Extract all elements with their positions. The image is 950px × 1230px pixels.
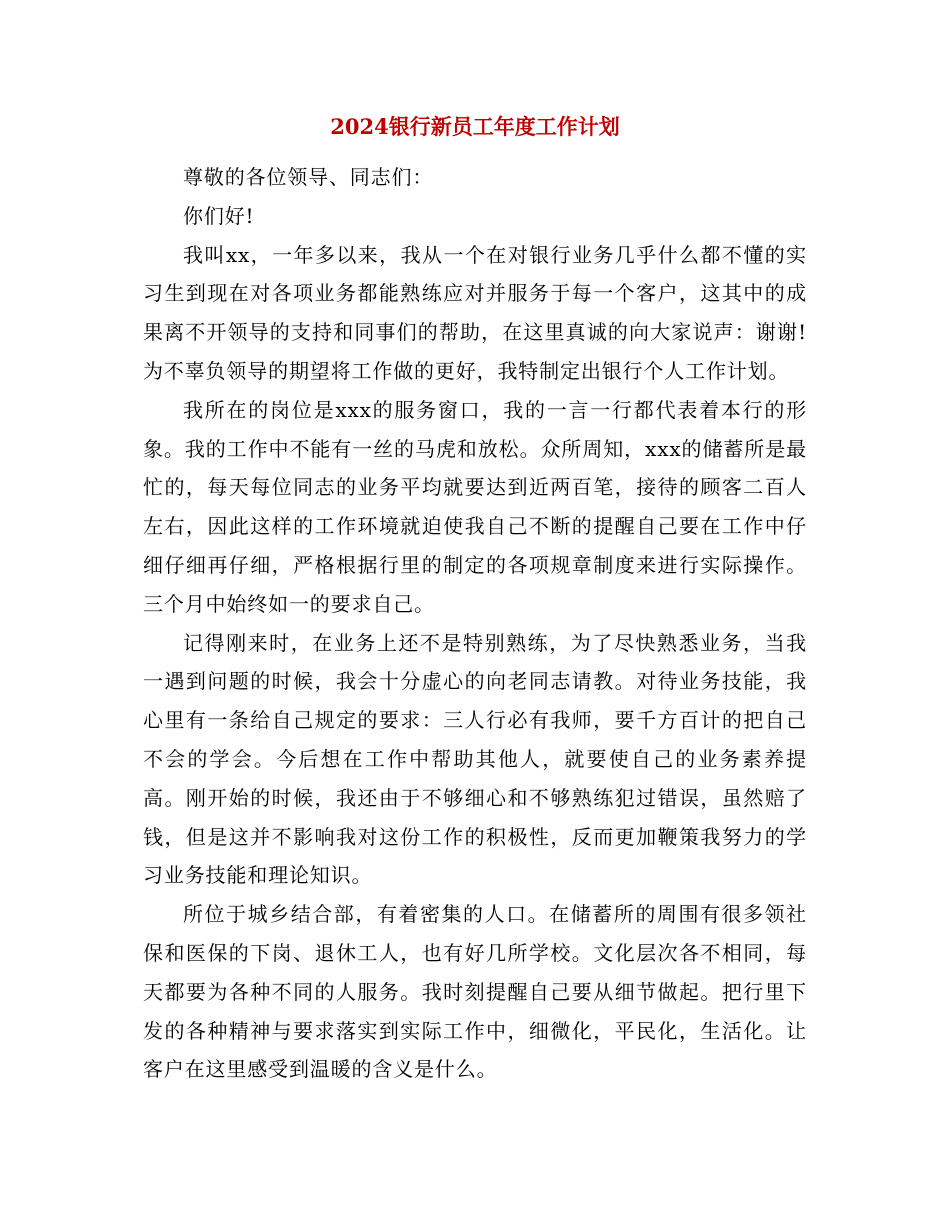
salutation-paragraph: 尊敬的各位领导、同志们： xyxy=(183,165,434,189)
document-title: 2024银行新员工年度工作计划 xyxy=(330,114,620,139)
body-paragraph: 我所在的岗位是xxx的服务窗口，我的一言一行都代表着本行的形象。我的工作中不能有一丝的马虎和放松。众所周知，xxx的储蓄所是最忙的，每天每位同志的业务平均就要达到近两百笔，接待的顾客二百人左右，因此这样的工作环境就迫使我自己不断的提醒自己要在工作中仔细仔细再仔细，严格根据行里的制定的各项规章制度来进行实际操作。三个月中始终如一的要求自己。 xyxy=(143,397,807,616)
body-paragraph: 所位于城乡结合部，有着密集的人口。在储蓄所的周围有很多领社保和医保的下岗、退休工人，也有好几所学校。文化层次各不相同，每天都要为各种不同的人服务。我时刻提醒自己要从细节做起。把行里下发的各种精神与要求落实到实际工作中，细微化，平民化，生活化。让客户在这里感受到温暖的含义是什么。 xyxy=(143,902,807,1082)
body-paragraph: 记得刚来时，在业务上还不是特别熟练，为了尽快熟悉业务，当我一遇到问题的时候，我会十分虚心的向老同志请教。对待业务技能，我心里有一条给自己规定的要求：三人行必有我师，要千方百计的把自己不会的学会。今后想在工作中帮助其他人，就要使自己的业务素养提高。刚开始的时候，我还由于不够细心和不够熟练犯过错误，虽然赔了钱，但是这并不影响我对这份工作的积极性，反而更加鞭策我努力的学习业务技能和理论知识。 xyxy=(143,630,807,888)
document-body xyxy=(143,158,807,1089)
greeting-paragraph: 你们好! xyxy=(183,203,255,228)
body-paragraph: 我叫xx，一年多以来，我从一个在对银行业务几乎什么都不懂的实习生到现在对各项业务都能熟练应对并服务于每一个客户，这其中的成果离不开领导的支持和同事们的帮助，在这里真诚的向大家说声：谢谢!为不辜负领导的期望将工作做的更好，我特制定出银行个人工作计划。 xyxy=(143,242,807,383)
